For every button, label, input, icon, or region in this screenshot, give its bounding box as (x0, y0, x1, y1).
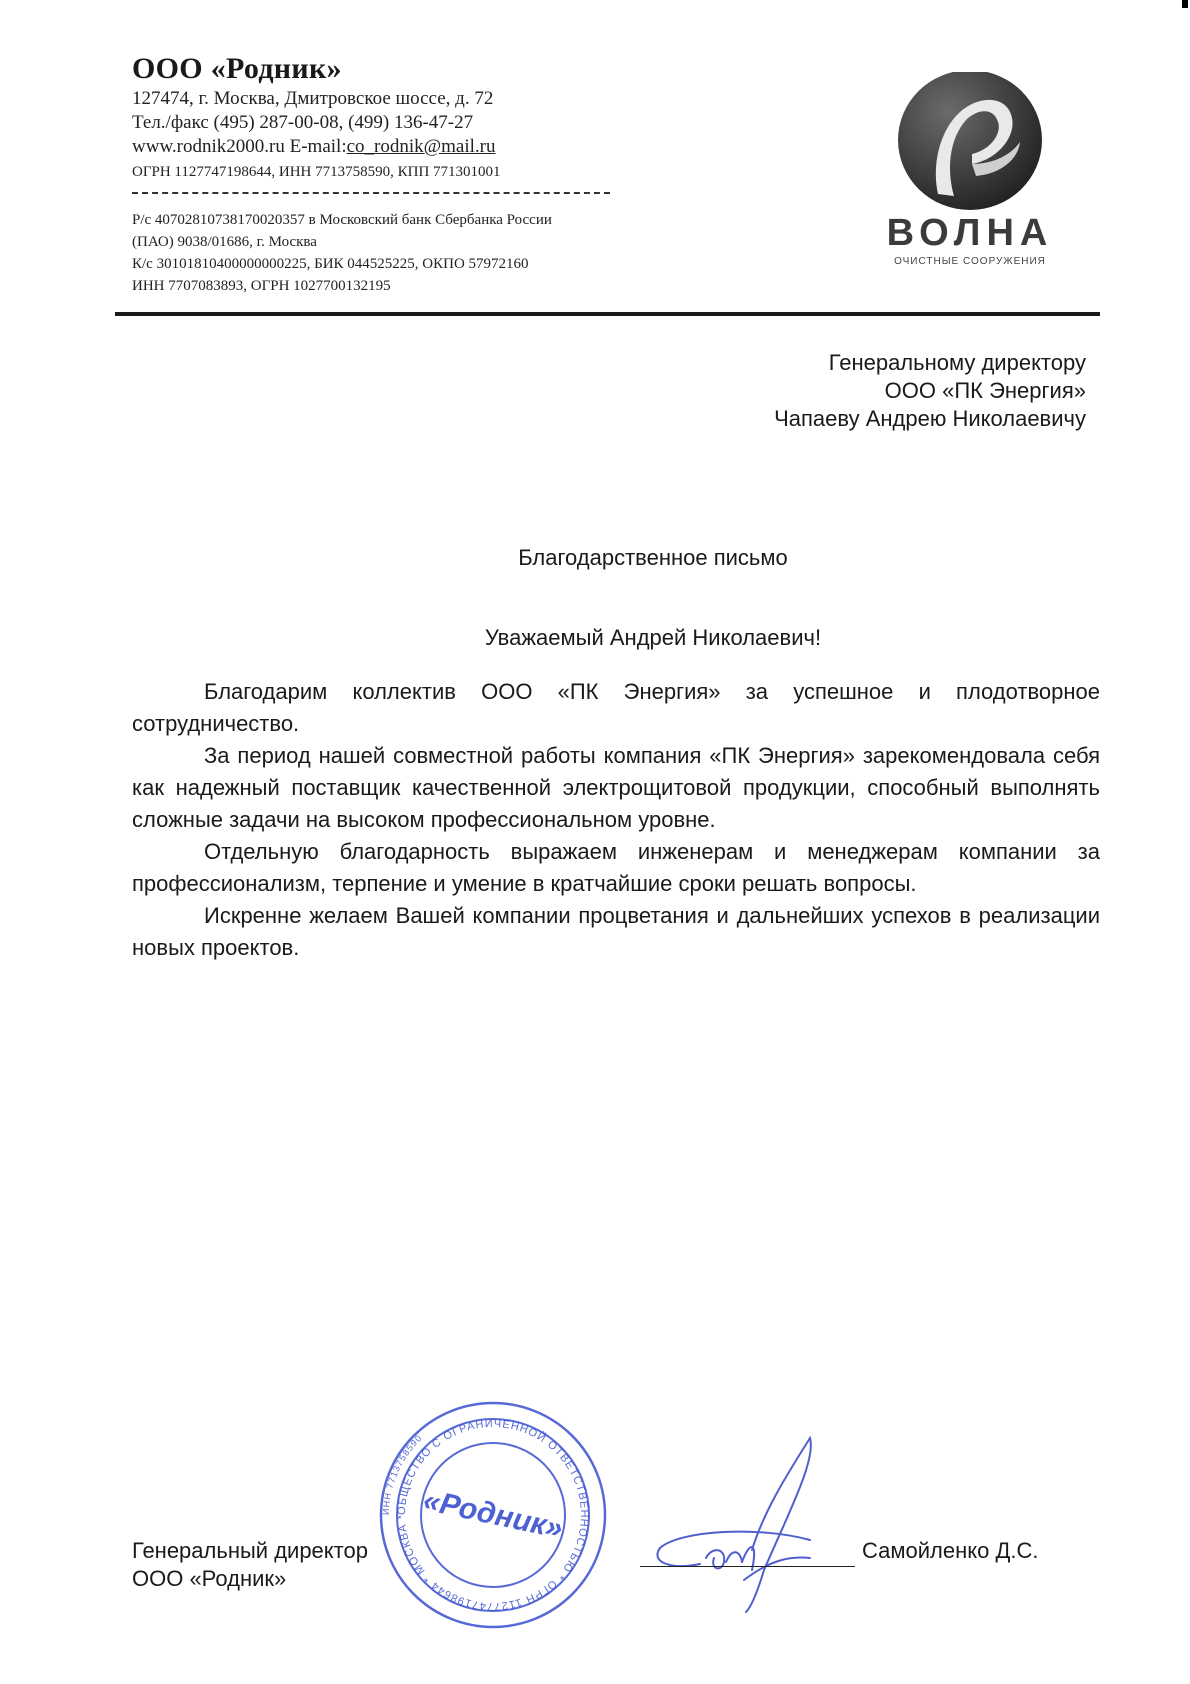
bank-details: (ПАО) 9038/01686, г. Москва (132, 234, 317, 250)
company-email-link[interactable]: co_rodnik@mail.ru (346, 136, 496, 157)
logo-name: ВОЛНА (886, 212, 1054, 254)
company-registration: ОГРН 1127747198644, ИНН 7713758590, КПП 771301001 (132, 164, 501, 180)
company-stamp (378, 1400, 608, 1630)
signatory-position: Генеральный директор (132, 1538, 368, 1563)
body-paragraph: Искренне желаем Вашей компании процветания и дальнейших успехов в реализации новых проектов. (132, 903, 1100, 960)
stamp-inn-text: ИНН 7713758590 (380, 1432, 425, 1516)
stamp-center-text: «Родник» (420, 1483, 566, 1546)
bank-account: Р/с 40702810738170020357 в Московский банк Сбербанка России (132, 212, 552, 228)
bank-correspondent: К/с 30101810400000000225, БИК 044525225, ОКПО 57972160 (132, 256, 529, 272)
logo-subtitle: ОЧИСТНЫЕ СООРУЖЕНИЯ (894, 256, 1046, 267)
addressee-line-2: ООО «ПК Энергия» (884, 378, 1086, 403)
company-website: www.rodnik2000.ru E-mail: (132, 136, 347, 157)
letter-greeting: Уважаемый Андрей Николаевич! (484, 625, 822, 650)
bank-ids: ИНН 7707083893, ОГРН 1027700132195 (132, 278, 391, 294)
body-paragraph: Отдельную благодарность выражаем инженерам и менеджерам компании за профессионализм, терпение и умение в кратчайшие сроки решать вопросы. (132, 839, 1100, 896)
scan-corner-mark (1182, 0, 1188, 8)
stamp-ring-text: ОБЩЕСТВО С ОГРАНИЧЕННОЙ ОТВЕТСТВЕННОСТЬЮ * ОГРН 1127747198644 * МОСКВА * (395, 1417, 591, 1613)
letterhead-dashed-divider (132, 192, 610, 194)
letter-title: Благодарственное письмо (518, 545, 788, 570)
signature-line (640, 1566, 855, 1567)
company-web-email (132, 136, 496, 158)
company-name: ООО «Родник» (132, 52, 342, 85)
body-paragraph: Благодарим коллектив ООО «ПК Энергия» за успешное и плодотворное сотрудничество. (132, 679, 1100, 736)
letter-body (132, 676, 1100, 964)
signer-name: Самойленко Д.С. (862, 1538, 1039, 1563)
body-paragraph: За период нашей совместной работы компания «ПК Энергия» зарекомендовала себя как надежный поставщик качественной электрощитовой продукции, способный выполнять сложные задачи на высоком профессиональном уровне. (132, 743, 1100, 832)
addressee-line-3: Чапаеву Андрею Николаевичу (774, 406, 1086, 431)
signatory-company: ООО «Родник» (132, 1566, 287, 1591)
header-rule (115, 312, 1100, 316)
company-phone: Тел./факс (495) 287-00-08, (499) 136-47-27 (132, 112, 474, 133)
volna-logo-icon (880, 72, 1060, 222)
company-address: 127474, г. Москва, Дмитровское шоссе, д. 72 (132, 88, 494, 109)
handwritten-signature (640, 1430, 870, 1620)
addressee-line-1: Генеральному директору (828, 350, 1086, 375)
